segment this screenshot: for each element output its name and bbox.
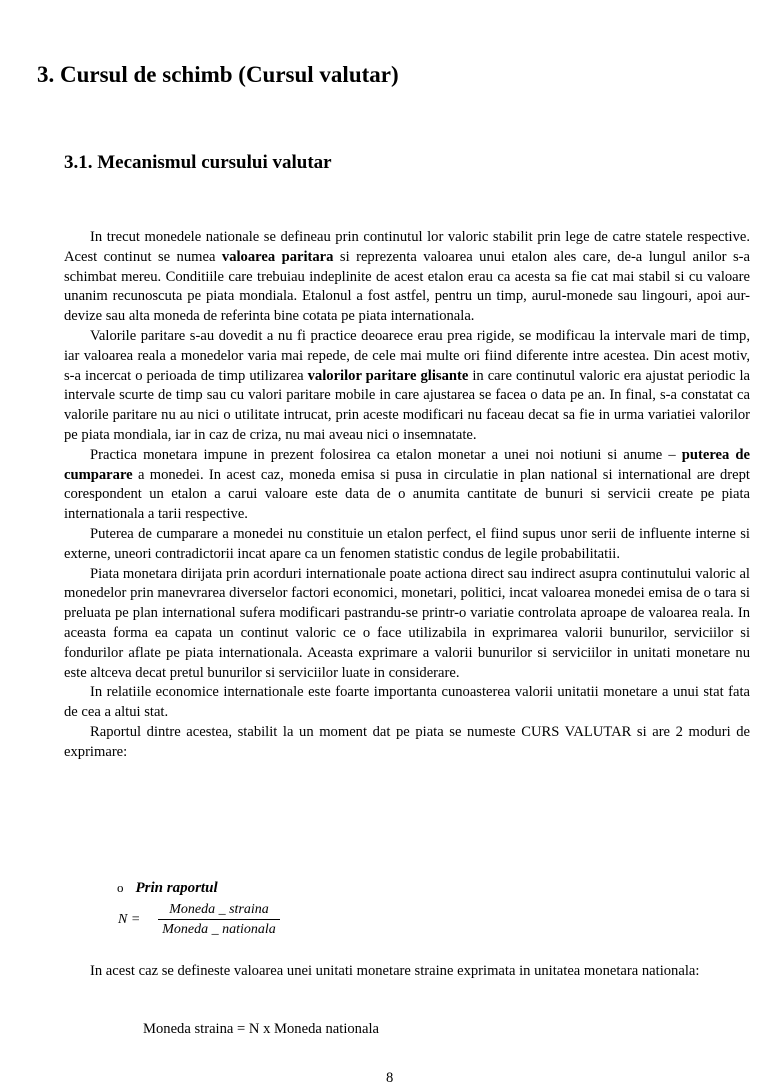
fraction-bar <box>158 919 280 920</box>
paragraph: Piata monetara dirijata prin acorduri internationale poate actiona direct sau indirect asupra continutului valoric al monedelor prin manevrarea diverselor factori economici, monetari, politici, incat valoarea monedei emisa de o tara si preluata pe plan international sufera modificari pastrandu-se printr-o variatie controlata aproape de valoarea reala. In aceasta forma ea capata un continut valoric ce o face utilizabila in exprimarea valorii bunurilor, serviciilor si fondurilor aflate pe piata internationala. Aceasta exprimare a valorii bunurilor si serviciilor in unitati monetare nu este altceva decat pretul bunurilor si serviciilor luate in considerare. <box>64 565 750 681</box>
text-run: in care continutul valoric era ajustat periodic la intervale scurte de timp sau cu valori paritare mobile in care ajustarea se facea o data pe an. In final, s-a constatat ca valorile paritare nu au nici o utilitate intrucat, prin aceste modificari nu faceau decat sa fie in urma variatiei valorilor pe piata mondiala, iar in caz de criza, nu mai aveau nici o insemnatate. <box>64 367 751 443</box>
paragraph: In relatiile economice internationale este foarte importanta cunoasterea valorii unitatii monetare a unui stat fata de cea a altui stat. <box>64 684 750 721</box>
chapter-heading: 3. Cursul de schimb (Cursul valutar) <box>37 62 399 87</box>
paragraph: Puterea de cumparare a monedei nu constituie un etalon perfect, el fiind supus unor serii de influente interne si externe, uneori contradictorii incat apare ca un fenomen statistic condus de legile probabilitatii. <box>64 525 750 562</box>
fraction-body <box>145 902 293 938</box>
paragraph <box>64 327 750 446</box>
fraction-numerator: Moneda _ straina <box>169 902 269 917</box>
body-text <box>64 228 750 763</box>
paragraph <box>64 228 750 327</box>
bullet-label: Prin raportul <box>135 880 218 896</box>
paragraph <box>64 446 750 525</box>
bold-term: valoarea paritara <box>221 248 334 265</box>
bullet-circle-icon: o <box>117 880 124 895</box>
paragraph: Raportul dintre acestea, stabilit la un moment dat pe piata se numeste CURS VALUTAR si are 2 moduri de exprimare: <box>64 723 750 760</box>
section-heading: 3.1. Mecanismul cursului valutar <box>64 152 332 173</box>
bullet-item <box>117 880 218 897</box>
fraction-lhs: N = <box>118 912 141 927</box>
formula-line: Moneda straina = N x Moneda nationala <box>143 1021 379 1037</box>
bold-term: valorilor paritare glisante <box>307 367 469 384</box>
text-run: a monedei. In acest caz, moneda emisa si pusa in circulatie in plan national si international are drept corespondent un etalon a carui valoare este data de o anumita cantitate de bunuri si servicii create pe piata internationala a tarii respective. <box>64 466 750 523</box>
page-number: 8 <box>386 1070 394 1086</box>
fraction-denominator: Moneda _ nationala <box>162 922 276 937</box>
bold-term: puterea de cumparare <box>64 446 750 483</box>
text-run: In trecut monedele nationale se defineau prin continutul lor valoric stabilit prin lege de catre statele respective. Acest continut se numea <box>64 229 750 265</box>
text-run: Valorile paritare s-au dovedit a nu fi practice deoarece erau prea rigide, se modificau la intervale mari de timp, iar valoarea reala a monedelor varia mai repede, de cele mai multe ori fiind diferente intre acestea. Din acest motiv, s-a incercat o perioada de timp utilizarea <box>64 327 750 384</box>
text-run: Practica monetara impune in prezent folosirea ca etalon monetar a unei noi notiuni si anume – <box>90 446 682 463</box>
paragraph: In acest caz se defineste valoarea unei unitati monetare straine exprimata in unitatea monetara nationala: <box>90 963 700 979</box>
text-run: si reprezenta valoarea unui etalon ales care, de-a lungul anilor s-a schimbat mereu. Conditiile care trebuiau indeplinite de acest etalon erau ca acesta sa fie cat mai stabil si cu valoare unanim recunoscuta pe piata mondiala. Etalonul a fost astfel, pentru un timp, aurul-monede sau lingouri, apoi aur-devize sau alta moneda de referinta bine cotata pe piata internationala. <box>64 248 750 325</box>
